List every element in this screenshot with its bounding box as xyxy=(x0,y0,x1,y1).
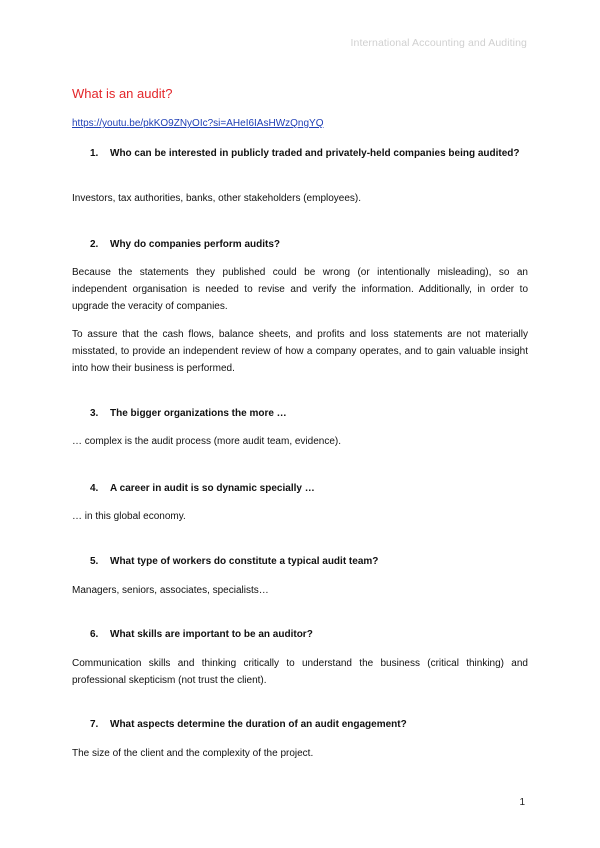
question-number: 5. xyxy=(90,556,99,567)
question-number: 2. xyxy=(90,239,99,250)
question-text: What type of workers do constitute a typical audit team? xyxy=(110,556,379,567)
answer-2a: Because the statements they published could be wrong (or intentionally misleading), so an independent organisation is needed to revise and verify the information. Additionally, in order to upgrade the veracity of companies. xyxy=(72,267,528,312)
question-6 xyxy=(90,626,528,643)
question-number: 4. xyxy=(90,483,99,494)
answer-4: … in this global economy. xyxy=(72,511,186,522)
question-number: 3. xyxy=(90,408,99,419)
question-text: What skills are important to be an auditor? xyxy=(110,629,313,640)
answer-7: The size of the client and the complexity of the project. xyxy=(72,748,314,759)
question-text: The bigger organizations the more … xyxy=(110,408,287,419)
page-title: What is an audit? xyxy=(72,86,173,101)
page-number: 1 xyxy=(519,797,525,808)
question-text: Who can be interested in publicly traded and privately-held companies being audited? xyxy=(110,148,520,159)
answer-6: Communication skills and thinking critically to understand the business (critical thinking) and professional skepticism (not trust the client). xyxy=(72,658,528,686)
question-text: Why do companies perform audits? xyxy=(110,239,281,250)
video-link[interactable]: https://youtu.be/pkKO9ZNyOIc?si=AHeI6IAsHWzQngYQ xyxy=(72,118,324,129)
question-5 xyxy=(90,553,528,570)
question-2 xyxy=(90,236,528,253)
question-number: 7. xyxy=(90,719,99,730)
question-1 xyxy=(90,145,528,162)
question-text: A career in audit is so dynamic specially … xyxy=(110,483,315,494)
answer-3: … complex is the audit process (more audit team, evidence). xyxy=(72,436,342,447)
running-header: International Accounting and Auditing xyxy=(350,37,527,49)
answer-1: Investors, tax authorities, banks, other stakeholders (employees). xyxy=(72,193,362,204)
question-number: 1. xyxy=(90,148,99,159)
question-7 xyxy=(90,716,528,733)
answer-5: Managers, seniors, associates, specialists… xyxy=(72,585,269,596)
question-number: 6. xyxy=(90,629,99,640)
answer-2b: To assure that the cash flows, balance sheets, and profits and loss statements are not materially misstated, to provide an independent review of how a company operates, and to gain valuable insight into how their business is performed. xyxy=(72,329,528,374)
question-3 xyxy=(90,405,528,422)
question-text: What aspects determine the duration of an audit engagement? xyxy=(110,719,407,730)
question-4 xyxy=(90,480,528,497)
